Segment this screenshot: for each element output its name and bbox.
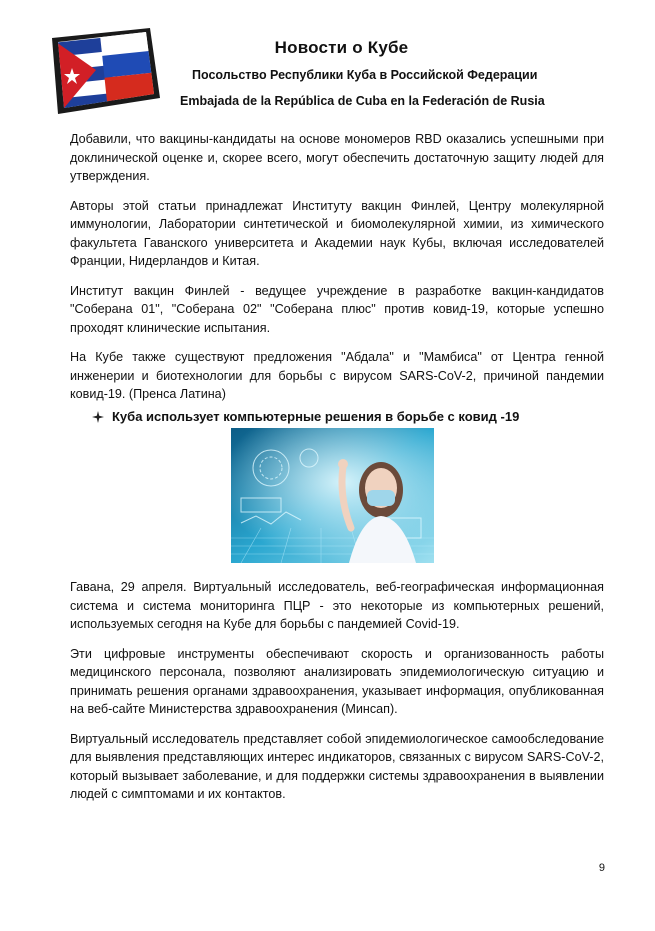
paragraph: Эти цифровые инструменты обеспечивают скорость и организованность работы медицинского персонала, позволяют анализировать эпидемиологическую ситуацию и принимать решения органами здравоохранения, указывает информация, опубликованная на веб-сайте Министерства здравоохранения (Минсап). [70, 646, 604, 716]
page-title: Новости о Кубе [274, 38, 409, 57]
section-text [70, 578, 604, 815]
paragraph: Авторы этой статьи принадлежат Институту вакцин Финлей, Центру молекулярной иммунологии, Лаборатории синтетической и биомолекулярной химии, из химического факультета Гаванского университета и Академии наук Кубы, включая исследователей Франции, Нидерландов и Китая. [70, 198, 604, 268]
page-number: 9 [598, 862, 605, 874]
paragraph: Виртуальный исследователь представляет собой эпидемиологическое самообследование для выявления представляющих интерес индикаторов, связанных с вирусом SARS-CoV-2, который вызывает заболевание, и для поддержки системы здравоохранения в выявлении людей с симптомами и их контактов. [70, 731, 604, 801]
intro-text [70, 130, 604, 404]
embassy-name-es: Embajada de la República de Cuba en la Federación de Rusia [180, 94, 545, 108]
paragraph: Гавана, 29 апреля. Виртуальный исследователь, веб-географическая информационная система и система мониторинга ПЦР - это некоторые из компьютерных решений, используемых сегодня на Кубе для борьбы с пандемией Covid-19. [70, 580, 604, 631]
masked-woman-digital-interface-image [231, 428, 434, 563]
section-heading-text: Куба использует компьютерные решения в борьбе с ковид -19 [112, 409, 520, 424]
paragraph: Институт вакцин Финлей - ведущее учреждение в разработке вакцин-кандидатов "Соберана 01", "Соберана 02" "Соберана плюс" против ковид-19, которые успешно проходят клинические испытания. [70, 283, 604, 335]
paragraph: На Кубе также существуют предложения "Абдала" и "Мамбиса" от Центра генной инженерии и биотехнологии для борьбы с вирусом SARS-CoV-2, причиной пандемии ковид-19. (Пренса Латина) [70, 350, 604, 401]
embassy-name-ru: Посольство Республики Куба в Российской Федерации [192, 68, 538, 82]
diamond-bullet-icon [92, 411, 104, 423]
paragraph: Добавили, что вакцины-кандидаты на основе мономеров RBD оказались успешными при доклинической оценке и, скорее всего, могут обеспечить достаточную защиту людей для утверждения. [70, 132, 604, 183]
section-heading [92, 409, 519, 424]
